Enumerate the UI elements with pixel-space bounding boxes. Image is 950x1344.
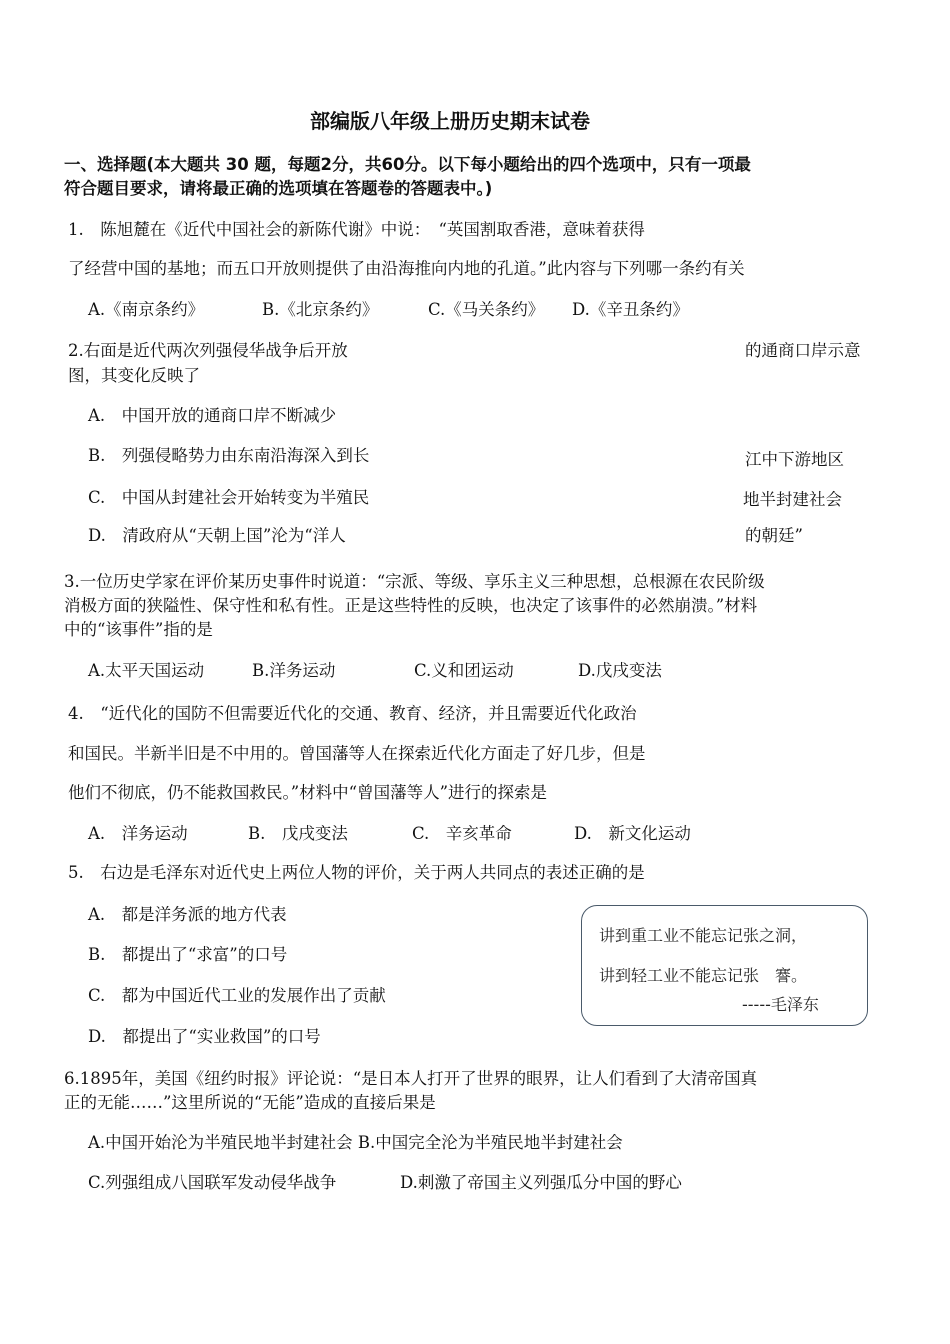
q4-option-d: D. 新文化运动	[574, 824, 691, 843]
q4-line-2: 和国民。半新半旧是不中用的。曾国藩等人在探索近代化方面走了好几步，但是	[68, 744, 646, 763]
q5-option-a: A. 都是洋务派的地方代表	[88, 905, 287, 924]
q2-option-a: A. 中国开放的通商口岸不断减少	[88, 406, 337, 425]
q4-option-a: A. 洋务运动	[88, 824, 188, 843]
q1-option-b: B.《北京条约》	[262, 300, 379, 319]
q3-line-2: 消极方面的狭隘性、保守性和私有性。正是这些特性的反映，也决定了该事件的必然崩溃。”材料	[64, 596, 758, 615]
q4-option-c: C. 辛亥革命	[412, 824, 512, 843]
q1-option-c: C.《马关条约》	[428, 300, 545, 319]
q2-option-b-right: 江中下游地区	[745, 450, 844, 469]
q5-option-c: C. 都为中国近代工业的发展作出了贡献	[88, 986, 386, 1005]
q3-option-d: D.戊戌变法	[578, 661, 662, 680]
q6-option-d: D.刺激了帝国主义列强瓜分中国的野心	[400, 1173, 682, 1192]
q6-option-c: C.列强组成八国联军发动侵华战争	[88, 1173, 337, 1192]
q3-option-a: A.太平天国运动	[88, 661, 205, 680]
q2-option-b-left: B. 列强侵略势力由东南沿海深入到长	[88, 446, 370, 465]
q2-line-2: 图，其变化反映了	[68, 366, 200, 385]
q1-line-1: 1. 陈旭麓在《近代中国社会的新陈代谢》中说： “英国割取香港，意味着获得	[68, 220, 645, 239]
quote-author: -----毛泽东	[742, 995, 819, 1014]
exam-title: 部编版八年级上册历史期末试卷	[310, 109, 590, 133]
q4-option-b: B. 戊戌变法	[248, 824, 348, 843]
section-heading-line-1: 一、选择题(本大题共 30 题，每题2分，共60分。以下每小题给出的四个选项中，只有一项最	[64, 155, 751, 174]
q2-line-1-right: 的通商口岸示意	[745, 341, 861, 360]
quote-line-1: 讲到重工业不能忘记张之洞，	[599, 926, 808, 945]
q2-option-c-left: C. 中国从封建社会开始转变为半殖民	[88, 488, 370, 507]
mao-quote-box	[581, 905, 868, 1026]
q3-line-1: 3.一位历史学家在评价某历史事件时说道：“宗派、等级、享乐主义三种思想，总根源在农民阶级	[64, 572, 765, 591]
q1-option-d: D.《辛丑条约》	[572, 300, 689, 319]
q3-option-c: C.义和团运动	[414, 661, 514, 680]
q2-option-c-right: 地半封建社会	[743, 490, 842, 509]
q6-line-2: 正的无能……”这里所说的“无能”造成的直接后果是	[64, 1093, 436, 1112]
q3-option-b: B.洋务运动	[252, 661, 336, 680]
quote-line-2: 讲到轻工业不能忘记张 謇。	[599, 966, 808, 985]
q1-option-a: A.《南京条约》	[88, 300, 205, 319]
q5-option-b: B. 都提出了“求富”的口号	[88, 945, 288, 964]
q1-line-2: 了经营中国的基地；而五口开放则提供了由沿海推向内地的孔道。”此内容与下列哪一条约有关	[68, 259, 745, 278]
q6-line-1: 6.1895年，美国《纽约时报》评论说：“是日本人打开了世界的眼界，让人们看到了大清帝国真	[64, 1069, 758, 1088]
section-heading-line-2: 符合题目要求，请将最正确的选项填在答题卷的答题表中。)	[64, 179, 493, 198]
q2-option-d-left: D. 清政府从“天朝上国”沦为“洋人	[88, 526, 346, 545]
q6-option-a-b: A.中国开始沦为半殖民地半封建社会 B.中国完全沦为半殖民地半封建社会	[88, 1133, 623, 1152]
q2-option-d-right: 的朝廷”	[745, 526, 803, 545]
q2-line-1-left: 2.右面是近代两次列强侵华战争后开放	[68, 341, 348, 360]
q4-line-1: 4. “近代化的国防不但需要近代化的交通、教育、经济，并且需要近代化政治	[68, 704, 637, 723]
q3-line-3: 中的“该事件”指的是	[64, 620, 213, 639]
q5-option-d: D. 都提出了“实业救国”的口号	[88, 1027, 321, 1046]
q4-line-3: 他们不彻底，仍不能救国救民。”材料中“曾国藩等人”进行的探索是	[68, 783, 548, 802]
q5-stem: 5. 右边是毛泽东对近代史上两位人物的评价，关于两人共同点的表述正确的是	[68, 863, 645, 882]
